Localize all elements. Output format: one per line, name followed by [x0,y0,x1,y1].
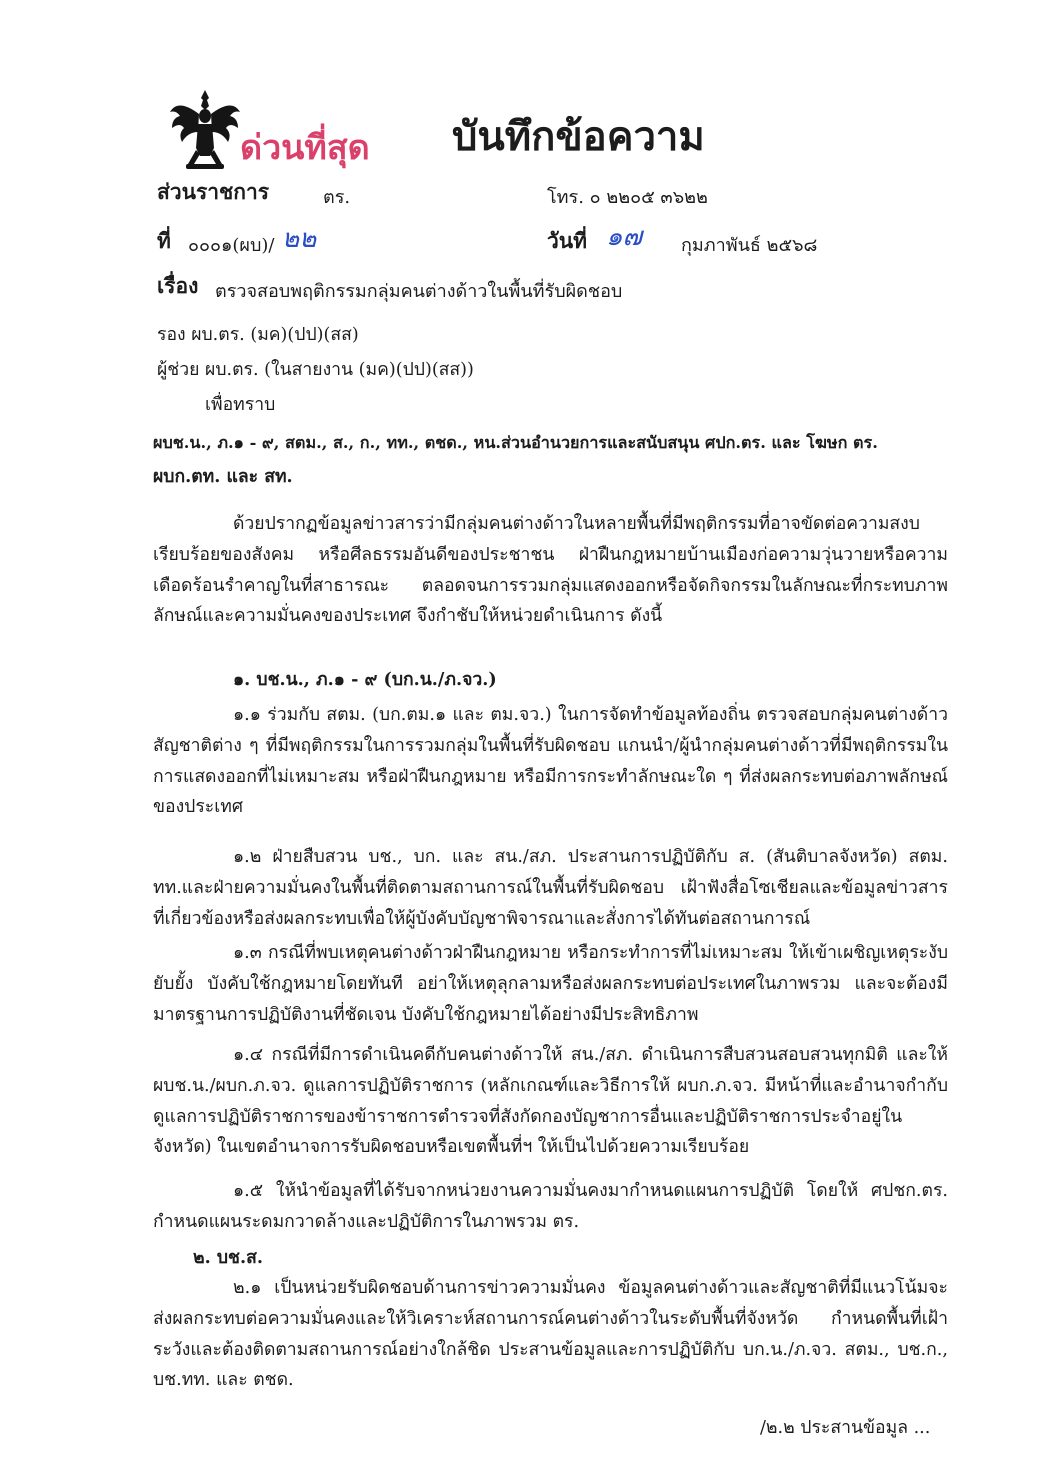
subject-label: เรื่อง [157,273,199,298]
recipient-line-1: รอง ผบ.ตร. (มค)(ปป)(สส) [157,325,359,345]
recipient-purpose: เพื่อทราบ [205,395,276,415]
doc-number-handwritten: ๒๒ [282,224,317,254]
item-1-3 [153,938,948,1030]
intro-text: ด้วยปรากฏข้อมูลข่าวสารว่ามีกลุ่มคนต่างด้าวในหลายพื้นที่มีพฤติกรรมที่อาจขัดต่อความสงบเรียบร้อยของสังคม หรือศีลธรรมอันดีของประชาชน ฝ่าฝืนกฎหมายบ้านเมืองก่อความวุ่นวายหรือความเดือดร้อนรำคาญในที่สาธารณะ ตลอดจนการรวมกลุ่มแสดงออกหรือจัดกิจกรรมในลักษณะที่กระทบภาพลักษณ์และความมั่นคงของประเทศ จึงกำชับให้หน่วยดำเนินการ ดังนี้ [153,514,948,627]
agency-label: ส่วนราชการ [157,179,270,204]
item-1-1-text: ๑.๑ ร่วมกับ สตม. (บก.ตม.๑ และ ตม.จว.) ในการจัดทำข้อมูลท้องถิ่น ตรวจสอบกลุ่มคนต่างด้าวสัญชาติต่าง ๆ ที่มีพฤติกรรมในการรวมกลุ่มในพื้นที่รับผิดชอบ แกนนำ/ผู้นำกลุ่มคนต่างด้าวที่มีพฤติกรรมในการแสดงออกที่ไม่เหมาะสม หรือฝ่าฝืนกฎหมาย หรือมีการกระทำลักษณะใด ๆ ที่ส่งผลกระทบต่อภาพลักษณ์ของประเทศ [153,705,948,818]
item-1-2 [153,842,948,934]
item-1-5-text: ๑.๕ ให้นำข้อมูลที่ได้รับจากหน่วยงานความมั่นคงมากำหนดแผนการปฏิบัติ โดยให้ ศปชก.ตร. กำหนดแผนระดมกวาดล้างและปฏิบัติการในภาพรวม ตร. [153,1181,948,1232]
recipient-line-2: ผู้ช่วย ผบ.ตร. (ในสายงาน (มค)(ปป)(สส)) [157,360,474,380]
garuda-emblem-icon [168,88,242,174]
item-1-1 [153,700,948,823]
item-1-4-text: ๑.๔ กรณีที่มีการดำเนินคดีกับคนต่างด้าวให้ สน./สภ. ดำเนินการสืบสวนสอบสวนทุกมิติ และให้ ผบช.น./ผบก.ภ.จว. ดูแลการปฏิบัติราชการ (หลักเกณฑ์และวิธีการให้ ผบก.ภ.จว. มีหน้าที่และอำนาจกำกับดูแลการปฏิบัติราชการของข้าราชการตำรวจที่สังกัดกองบัญชาการอื่นและปฏิบัติราชการประจำอยู่ในจังหวัด) ในเขตอำนาจการรับผิดชอบหรือเขตพื้นที่ฯ ให้เป็นไปด้วยความเรียบร้อย [153,1045,948,1158]
intro-paragraph [153,509,948,632]
item-1-3-text: ๑.๓ กรณีที่พบเหตุคนต่างด้าวฝ่าฝืนกฎหมาย หรือกระทำการที่ไม่เหมาะสม ให้เข้าเผชิญเหตุระงับ ยับยั้ง บังคับใช้กฎหมายโดยทันที อย่าให้เหตุลุกลามหรือส่งผลกระทบต่อประเทศในภาพรวม และจะต้องมีมาตรฐานการปฏิบัติงานที่ชัดเจน บังคับใช้กฎหมายได้อย่างมีประสิทธิภาพ [153,943,948,1025]
urgency-stamp: ด่วนที่สุด [240,128,370,168]
recipient-line-5: ผบก.ตท. และ สท. [153,466,293,487]
date-month-year: กุมภาพันธ์ ๒๕๖๘ [681,235,818,256]
section-1-heading: ๑. บช.น., ภ.๑ - ๙ (บก.น./ภ.จว.) [233,669,497,690]
recipient-line-4: ผบช.น., ภ.๑ - ๙, สตม., ส., ก., ทท., ตชด., หน.ส่วนอำนวยการและสนับสนุน ศปก.ตร. และ โฆษก ตร. [153,433,878,452]
section-2-heading: ๒. บช.ส. [193,1247,263,1268]
subject-value: ตรวจสอบพฤติกรรมกลุ่มคนต่างด้าวในพื้นที่รับผิดชอบ [215,281,623,302]
phone-number: โทร. ๐ ๒๒๐๕ ๓๖๒๒ [547,187,708,208]
item-1-5 [153,1176,948,1238]
agency-value: ตร. [323,187,351,208]
date-day-handwritten: ๑๗ [606,222,643,252]
doc-number-label: ที่ [157,228,171,253]
memo-title: บันทึกข้อความ [452,113,705,160]
continuation-note: /๒.๒ ประสานข้อมูล ... [760,1418,931,1438]
item-1-4 [153,1040,948,1163]
item-1-2-text: ๑.๒ ฝ่ายสืบสวน บช., บก. และ สน./สภ. ประสานการปฏิบัติกับ ส. (สันติบาลจังหวัด) สตม. ทท.และฝ่ายความมั่นคงในพื้นที่ติดตามสถานการณ์ในพื้นที่รับผิดชอบ เฝ้าฟังสื่อโซเชียลและข้อมูลข่าวสารที่เกี่ยวข้องหรือส่งผลกระทบเพื่อให้ผู้บังคับบัญชาพิจารณาและสั่งการได้ทันต่อสถานการณ์ [153,847,948,929]
doc-number-value: ๐๐๐๑(ผบ)/ [188,235,275,256]
item-2-1-text: ๒.๑ เป็นหน่วยรับผิดชอบด้านการข่าวความมั่นคง ข้อมูลคนต่างด้าวและสัญชาติที่มีแนวโน้มจะส่งผลกระทบต่อความมั่นคงและให้วิเคราะห์สถานการณ์คนต่างด้าวในระดับพื้นที่จังหวัด กำหนดพื้นที่เฝ้าระวังและต้องติดตามสถานการณ์อย่างใกล้ชิด ประสานข้อมูลและการปฏิบัติกับ บก.น./ภ.จว. สตม., บช.ก., บช.ทท. และ ตชด. [153,1278,948,1391]
item-2-1 [153,1273,948,1396]
date-label: วันที่ [547,228,587,253]
